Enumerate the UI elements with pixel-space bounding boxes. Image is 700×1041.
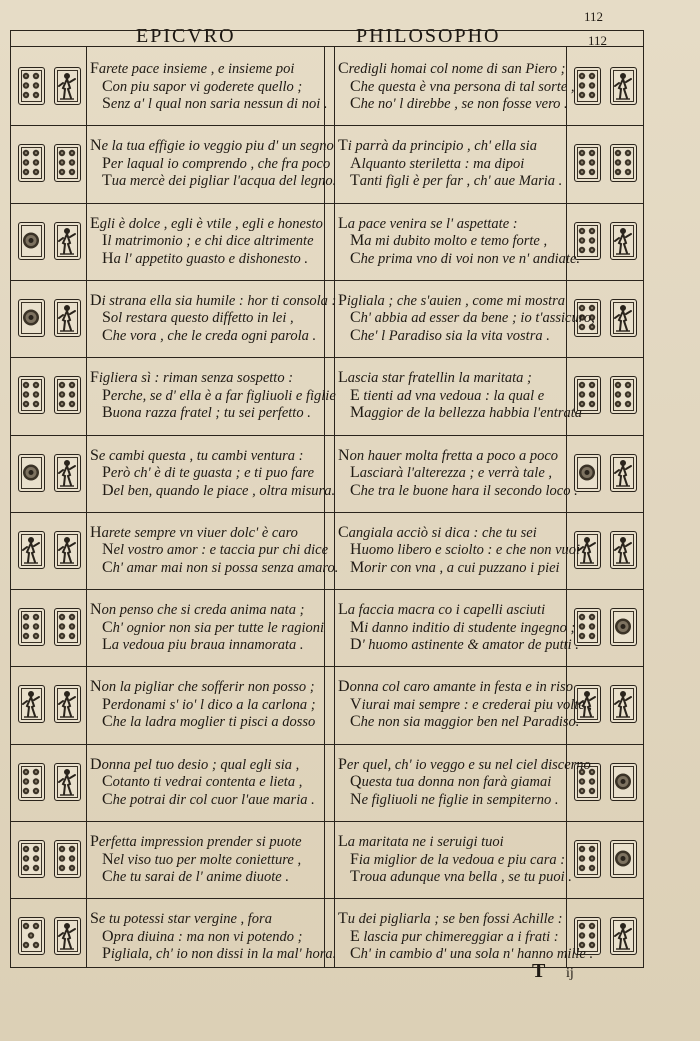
- initial-letter: H: [102, 249, 114, 267]
- left-stanza: [90, 280, 337, 358]
- row-rule: [10, 203, 644, 204]
- line-text: aggior de la bellezza habbia l'entrata: [364, 405, 583, 422]
- page-number-top: 112: [584, 9, 604, 24]
- verse-line: [102, 78, 302, 96]
- initial-letter: N: [102, 850, 114, 868]
- initial-letter: C: [102, 773, 113, 791]
- left-stanza: [90, 744, 325, 822]
- verse-line: [338, 292, 565, 310]
- initial-letter: L: [102, 636, 112, 654]
- line-text: he non sia maggior ben nel Paradiso.: [360, 714, 580, 731]
- line-text: orir con vna , a cui puzzano i piei: [364, 559, 560, 576]
- line-text: er quel, ch' io veggo e su nel ciel discerno: [346, 756, 591, 773]
- verse-line: [350, 713, 579, 731]
- initial-letter: E: [350, 927, 360, 945]
- left-stanza: [90, 435, 336, 513]
- initial-letter: D: [350, 636, 362, 654]
- line-text: ol restara questo diffetto in lei ,: [110, 310, 294, 327]
- verse-line: [350, 619, 575, 637]
- line-text: h' abbia ad esser da bene ; io t'assicuro,: [360, 310, 595, 327]
- figure-card-icon: [54, 222, 81, 260]
- initial-letter: C: [350, 309, 361, 327]
- line-text: on piu sapor vi goderete quello ;: [112, 78, 303, 95]
- verse-line: [350, 791, 559, 809]
- verse-line: [102, 172, 336, 190]
- header-right: PHILOSOPHO: [356, 25, 501, 47]
- line-text: he potrai dir col cuor l'aue maria .: [112, 791, 315, 808]
- line-text: on hauer molta fretta a poco a poco: [349, 447, 559, 464]
- left-stanza: [90, 203, 325, 281]
- line-text: ' huomo astinente & amator de putti .: [361, 637, 579, 654]
- figure-card-icon: [54, 685, 81, 723]
- initial-letter: C: [102, 868, 113, 885]
- line-text: i strana ella sia humile : hor ti consola :: [101, 292, 337, 309]
- left-stanza: [90, 512, 339, 590]
- line-text: onna col caro amante in festa e in riso: [349, 679, 573, 696]
- right-stanza: [338, 821, 573, 899]
- initial-letter: C: [350, 95, 361, 112]
- line-text: igliala ; che s'auien , come mi mostra: [346, 292, 566, 309]
- initial-letter: T: [338, 910, 348, 928]
- right-stanza: [338, 589, 579, 667]
- verse-line: [338, 601, 545, 619]
- verse-line: [102, 464, 314, 482]
- line-text: redigli homai col nome di san Piero ;: [348, 61, 566, 77]
- dice-card-icon: [18, 840, 45, 878]
- initial-letter: C: [102, 713, 113, 731]
- initial-letter: E: [90, 214, 100, 232]
- row-rule: [10, 898, 644, 899]
- verse-line: [350, 464, 552, 482]
- verse-line: [338, 678, 573, 696]
- figure-card-icon: [610, 531, 637, 569]
- page-number-header: 112: [588, 33, 608, 48]
- left-stanza: [90, 898, 337, 976]
- dice-card-icon: [18, 222, 45, 260]
- initial-letter: C: [102, 790, 113, 808]
- line-text: h' ognior non sia per tutte le ragioni: [112, 619, 325, 636]
- initial-letter: T: [338, 137, 348, 155]
- verse-line: [350, 95, 568, 113]
- signature-suffix: ij: [566, 966, 574, 981]
- initial-letter: M: [350, 618, 365, 636]
- initial-letter: P: [102, 945, 111, 963]
- right-stanza: [338, 203, 581, 281]
- figure-card-icon: [610, 67, 637, 105]
- verse-line: [90, 137, 334, 155]
- initial-letter: S: [90, 910, 99, 928]
- verse-line: [350, 851, 565, 869]
- column-rule: [86, 46, 87, 968]
- initial-letter: P: [102, 386, 111, 404]
- verse-line: [350, 928, 559, 946]
- initial-letter: D: [338, 678, 350, 696]
- line-text: h' in cambio d' una sola n' hanno mille .: [360, 946, 594, 963]
- left-stanza: [90, 666, 325, 744]
- verse-line: [338, 60, 565, 78]
- initial-letter: N: [102, 541, 114, 559]
- line-text: lascia pur chimereggiar a i frati :: [359, 928, 559, 945]
- line-text: he vora , che le creda ogni parola .: [112, 327, 317, 344]
- line-text: a faccia macra co i capelli asciuti: [347, 602, 546, 619]
- verse-line: [90, 60, 294, 78]
- initial-letter: P: [338, 755, 347, 773]
- line-text: ascia star fratellin la maritata ;: [347, 370, 532, 387]
- dice-card-icon: [610, 608, 637, 646]
- initial-letter: N: [338, 446, 350, 464]
- line-text: he prima vno di voi non ve n' andiate.: [360, 250, 581, 267]
- figure-card-icon: [54, 454, 81, 492]
- initial-letter: L: [338, 369, 348, 387]
- initial-letter: D: [90, 291, 102, 309]
- initial-letter: P: [338, 291, 347, 309]
- initial-letter: V: [350, 695, 362, 713]
- line-text: erdonami s' io' l dico a la carlona ;: [110, 696, 316, 713]
- verse-line: [350, 232, 547, 250]
- initial-letter: C: [102, 326, 113, 344]
- initial-letter: L: [338, 833, 348, 850]
- dice-card-icon: [18, 144, 45, 182]
- dice-card-icon: [54, 608, 81, 646]
- line-text: e la tua effigie io veggio piu d' un segno: [101, 138, 334, 155]
- line-text: onna pel tuo desio ; qual egli sia ,: [101, 756, 300, 773]
- verse-line: [102, 327, 316, 345]
- figure-card-icon: [54, 531, 81, 569]
- verse-line: [102, 155, 330, 173]
- line-text: h' amar mai non si possa senza amaro.: [112, 559, 339, 576]
- verse-line: [90, 756, 299, 774]
- initial-letter: M: [350, 232, 365, 250]
- dice-card-icon: [54, 376, 81, 414]
- initial-letter: H: [350, 541, 362, 559]
- initial-letter: C: [102, 77, 113, 95]
- figure-card-icon: [610, 685, 637, 723]
- verse-line: [350, 945, 593, 963]
- line-text: i danno inditio di studente ingegno ;: [364, 619, 576, 636]
- line-text: uesta tua donna non farà giamai: [361, 774, 552, 791]
- verse-line: [90, 215, 323, 233]
- initial-letter: C: [350, 326, 361, 344]
- verse-line: [350, 696, 592, 714]
- verse-line: [350, 559, 560, 577]
- initial-letter: D: [90, 755, 102, 773]
- verse-line: [102, 482, 335, 500]
- line-text: l matrimonio ; e chi dice altrimente: [107, 233, 314, 250]
- dice-card-icon: [574, 67, 601, 105]
- verse-line: [102, 250, 308, 268]
- initial-letter: H: [90, 523, 102, 541]
- line-text: a maritata ne i seruigi tuoi: [347, 834, 504, 850]
- initial-letter: B: [102, 404, 113, 422]
- initial-letter: C: [350, 713, 361, 731]
- line-text: el viso tuo per molte conietture ,: [113, 851, 302, 868]
- verse-line: [102, 559, 338, 577]
- initial-letter: T: [102, 172, 112, 190]
- line-text: er laqual io comprendo , che fra poco: [110, 155, 331, 172]
- dice-card-icon: [610, 376, 637, 414]
- initial-letter: Q: [350, 773, 362, 791]
- dice-card-icon: [54, 144, 81, 182]
- left-stanza: [90, 48, 328, 126]
- row-rule: [10, 666, 644, 667]
- verse-line: [90, 524, 298, 542]
- line-text: a pace venira se l' aspettate :: [347, 215, 518, 232]
- verse-line: [338, 524, 537, 542]
- verse-line: [350, 482, 578, 500]
- figure-card-icon: [610, 222, 637, 260]
- initial-letter: I: [102, 232, 108, 250]
- initial-letter: C: [338, 523, 349, 541]
- verse-line: [338, 756, 591, 774]
- row-rule: [10, 357, 644, 358]
- line-text: he tu sarai de l' anime diuote .: [112, 869, 289, 885]
- verse-line: [338, 215, 518, 233]
- verse-line: [102, 928, 302, 946]
- verse-line: [338, 833, 504, 851]
- figure-card-icon: [610, 299, 637, 337]
- verse-line: [338, 137, 537, 155]
- verse-line: [338, 369, 532, 387]
- dice-card-icon: [18, 376, 45, 414]
- dice-card-icon: [574, 454, 601, 492]
- initial-letter: P: [102, 695, 111, 713]
- dice-card-icon: [574, 144, 601, 182]
- initial-letter: C: [350, 481, 361, 499]
- line-text: he' l Paradiso sia la vita vostra .: [360, 327, 550, 344]
- row-rule: [10, 744, 644, 745]
- verse-line: [102, 404, 311, 422]
- line-text: on la pigliar che sofferir non posso ;: [101, 679, 315, 696]
- left-stanza: [90, 125, 337, 203]
- line-text: he tra le buone hara il secondo loco .: [360, 482, 578, 499]
- verse-line: [90, 910, 272, 928]
- verse-line: [102, 945, 336, 963]
- header-rule: [10, 46, 644, 47]
- line-text: i parrà da principio , ch' ella sia: [347, 138, 537, 155]
- initial-letter: T: [350, 868, 360, 885]
- line-text: e cambi questa , tu cambi ventura :: [98, 447, 304, 464]
- verse-line: [102, 868, 289, 886]
- line-text: ua mercè dei pigliar l'acqua del legno.: [111, 173, 337, 190]
- initial-letter: S: [90, 446, 99, 464]
- initial-letter: C: [350, 77, 361, 95]
- dice-card-icon: [610, 763, 637, 801]
- verse-line: [102, 636, 304, 654]
- verse-line: [102, 713, 315, 731]
- figure-card-icon: [54, 299, 81, 337]
- line-text: he la ladra moglier ti pisci a dosso: [112, 714, 316, 731]
- verse-line: [350, 636, 579, 654]
- line-text: erfetta impression prender si puote: [98, 834, 302, 850]
- right-stanza: [338, 666, 593, 744]
- figure-card-icon: [54, 917, 81, 955]
- verse-line: [350, 78, 575, 96]
- line-text: anti figli è per far , ch' aue Maria .: [359, 173, 563, 190]
- right-stanza: [338, 512, 581, 590]
- right-stanza: [338, 280, 595, 358]
- initial-letter: D: [102, 481, 114, 499]
- verse-line: [350, 309, 595, 327]
- initial-letter: F: [90, 60, 99, 77]
- row-rule: [10, 512, 644, 513]
- right-stanza: [338, 744, 591, 822]
- line-text: he no' l direbbe , se non fosse vero .: [360, 96, 568, 112]
- signature-mark: T: [532, 960, 546, 982]
- initial-letter: L: [350, 464, 360, 481]
- verse-line: [102, 619, 324, 637]
- initial-letter: E: [350, 386, 360, 404]
- line-text: el vostro amor : e taccia pur chi dice: [113, 542, 329, 559]
- left-stanza: [90, 821, 325, 899]
- line-text: gli è dolce , egli è vtile , egli e honesto: [99, 215, 323, 232]
- line-text: ia miglior de la vedoua e piu cara :: [358, 851, 566, 868]
- verse-line: [350, 868, 572, 886]
- right-stanza: [338, 48, 573, 126]
- initial-letter: F: [350, 850, 359, 868]
- line-text: enz a' l qual non saria nessun di noi .: [110, 96, 328, 112]
- line-text: el ben, quando le piace , oltra misura.: [113, 482, 336, 499]
- initial-letter: N: [90, 678, 102, 696]
- initial-letter: S: [102, 309, 111, 327]
- verse-line: [350, 327, 550, 345]
- line-text: a mi dubito molto e temo forte ,: [364, 233, 548, 250]
- dice-card-icon: [18, 608, 45, 646]
- initial-letter: M: [350, 558, 365, 576]
- verse-line: [90, 833, 302, 851]
- figure-card-icon: [610, 454, 637, 492]
- verse-line: [90, 369, 293, 387]
- line-text: iurai mai sempre : e crederai piu volte ,: [361, 696, 593, 713]
- figure-card-icon: [54, 67, 81, 105]
- line-text: erche, se d' ella è a far figliuoli e figlie: [110, 387, 336, 404]
- line-text: e figliuoli ne figlie in sempiterno .: [361, 791, 559, 808]
- dice-card-icon: [18, 299, 45, 337]
- dice-card-icon: [610, 840, 637, 878]
- initial-letter: C: [350, 945, 361, 963]
- line-text: igliera sì : riman senza sospetto :: [98, 370, 294, 387]
- initial-letter: F: [90, 369, 99, 387]
- line-text: on penso che si creda anima nata ;: [101, 602, 305, 619]
- initial-letter: P: [90, 833, 99, 850]
- line-text: angiala acciò si dica : che tu sei: [348, 524, 537, 541]
- row-rule: [10, 280, 644, 281]
- verse-line: [350, 541, 580, 559]
- dice-card-icon: [574, 840, 601, 878]
- line-text: he questa è vna persona di tal sorte ,: [360, 78, 575, 95]
- left-stanza: [90, 589, 325, 667]
- verse-line: [102, 696, 316, 714]
- initial-letter: C: [338, 60, 349, 77]
- line-text: igliala, ch' io non dissi in la mal' hora.: [110, 946, 337, 963]
- line-text: u dei pigliarla ; se ben fossi Achille :: [347, 911, 563, 928]
- line-text: a l' appetito guasto e dishonesto .: [113, 250, 308, 267]
- line-text: tienti ad vna vedoua : la qual e: [359, 387, 545, 404]
- verse-line: [90, 447, 303, 465]
- row-rule: [10, 125, 644, 126]
- line-text: arete sempre vn viuer dolc' è caro: [101, 524, 298, 541]
- left-stanza: [90, 357, 336, 435]
- initial-letter: P: [102, 154, 111, 172]
- line-text: uomo libero e sciolto : e che non vuoi: [361, 542, 581, 559]
- initial-letter: C: [350, 249, 361, 267]
- verse-line: [102, 791, 315, 809]
- dice-card-icon: [610, 144, 637, 182]
- verse-line: [90, 601, 304, 619]
- right-stanza: [338, 357, 583, 435]
- verse-line: [102, 309, 294, 327]
- verse-line: [102, 773, 302, 791]
- row-rule: [10, 435, 644, 436]
- initial-letter: L: [338, 214, 348, 232]
- line-text: lquanto sterilettа : ma dipoi: [361, 155, 525, 172]
- verse-line: [338, 447, 558, 465]
- initial-letter: L: [338, 601, 348, 619]
- row-rule: [10, 589, 644, 590]
- header-left: EPICVRO: [136, 25, 236, 47]
- line-text: uona razza fratel ; tu sei perfetto .: [112, 405, 311, 422]
- initial-letter: C: [102, 618, 113, 636]
- verse-line: [338, 910, 563, 928]
- initial-letter: A: [350, 154, 362, 172]
- initial-letter: N: [90, 137, 102, 155]
- line-text: e tu potessi star vergine , fora: [98, 911, 272, 928]
- verse-line: [350, 387, 544, 405]
- initial-letter: S: [102, 95, 111, 112]
- row-rule: [10, 821, 644, 822]
- dice-card-icon: [54, 840, 81, 878]
- right-stanza: [338, 898, 594, 976]
- figure-card-icon: [610, 917, 637, 955]
- initial-letter: N: [350, 790, 362, 808]
- dice-card-icon: [18, 454, 45, 492]
- figure-card-icon: [54, 763, 81, 801]
- dice-card-icon: [18, 67, 45, 105]
- right-stanza: [338, 125, 573, 203]
- right-stanza: [338, 435, 578, 513]
- figure-card-icon: [18, 531, 45, 569]
- line-text: erò ch' è di te guasta ; e ti puo fare: [110, 465, 315, 481]
- initial-letter: M: [350, 404, 365, 422]
- line-text: arete pace insieme , e insieme poi: [98, 61, 295, 77]
- initial-letter: O: [102, 927, 114, 945]
- verse-line: [350, 773, 551, 791]
- line-text: pra diuina : ma non vi potendo ;: [113, 928, 303, 945]
- initial-letter: T: [350, 172, 360, 190]
- verse-line: [102, 232, 314, 250]
- dice-card-icon: [18, 763, 45, 801]
- verse-line: [102, 541, 328, 559]
- initial-letter: C: [102, 558, 113, 576]
- initial-letter: N: [90, 601, 102, 619]
- line-text: otanto ti vedrai contenta e lieta ,: [112, 774, 303, 791]
- verse-line: [102, 95, 328, 113]
- verse-line: [90, 292, 336, 310]
- verse-line: [350, 404, 582, 422]
- dice-card-icon: [18, 917, 45, 955]
- figure-card-icon: [18, 685, 45, 723]
- verse-line: [102, 851, 301, 869]
- line-text: asciarà l'alterezza ; e verrà tale ,: [359, 465, 553, 481]
- verse-line: [102, 387, 336, 405]
- line-text: roua adunque vna bella , se tu puoi .: [359, 869, 572, 885]
- verse-line: [350, 172, 562, 190]
- initial-letter: P: [102, 464, 111, 481]
- verse-line: [350, 250, 580, 268]
- verse-line: [350, 155, 524, 173]
- verse-line: [90, 678, 315, 696]
- line-text: a vedoua piu braua innamorata .: [111, 637, 304, 654]
